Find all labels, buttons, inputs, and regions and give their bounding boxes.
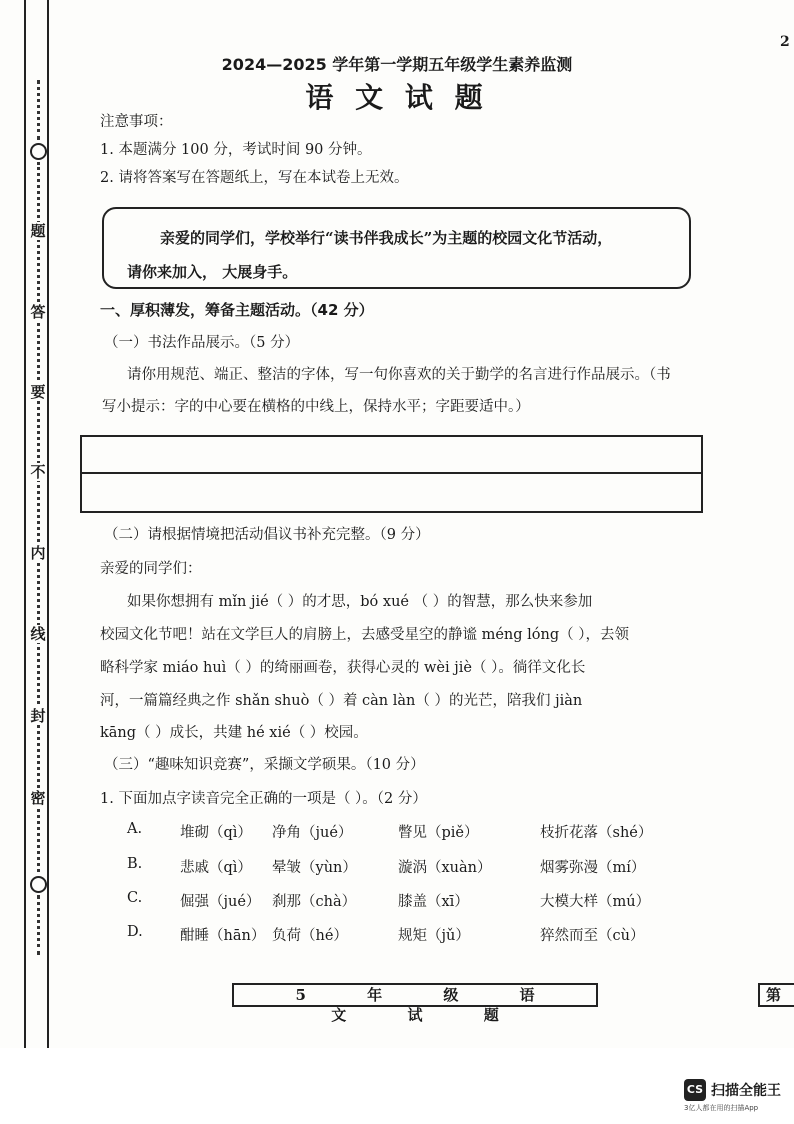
question-text: 1. 下面加点字读音完全正确的一项是（ ）。（2 分）: [100, 791, 427, 807]
page-footer: [232, 983, 598, 1024]
part-instruction: 写小提示：字的中心要在横格的中线上，保持水平；字距要适中。）: [102, 399, 530, 415]
letter-line: 校园文化节吧！站在文学巨人的肩膀上，去感受星空的静谧 méng lóng（ ），去领: [100, 627, 630, 643]
binding-char: 题: [30, 222, 46, 240]
page-number: 2: [780, 34, 790, 50]
option-letter: B.: [127, 856, 143, 872]
binding-char: 密: [30, 789, 46, 807]
option-item: 瞥见（piě）: [398, 825, 479, 841]
option-item: 枝折花落（shé）: [540, 825, 653, 841]
watermark-name: 扫描全能王: [711, 1083, 781, 1099]
notes-heading: 注意事项：: [100, 114, 173, 130]
binding-char: 要: [30, 383, 46, 401]
letter-line: 河，一篇篇经典之作 shǎn shuò（ ）着 càn làn（ ）的光芒，陪我们 jiàn: [100, 693, 583, 709]
option-item: 猝然而至（cù）: [540, 928, 645, 944]
binding-line-inner: [47, 0, 49, 1048]
option-item: 堆砌（qì）: [180, 825, 252, 841]
binding-hole-top: [30, 143, 47, 160]
option-item: 膝盖（xī）: [398, 894, 469, 910]
option-item: 大模大样（mú）: [540, 894, 651, 910]
binding-hole-bottom: [30, 876, 47, 893]
letter-line: 略科学家 miáo huì（ ）的绮丽画卷，获得心灵的 wèi jiè（ ）。徜徉文化长: [100, 660, 586, 676]
part-heading: （二）请根据情境把活动倡议书补充完整。（9 分）: [104, 527, 430, 543]
footer-label: 5 年 级 语 文 试 题: [295, 986, 563, 1024]
binding-char: 答: [30, 303, 46, 321]
footer-fragment-text: 第: [766, 986, 782, 1004]
camscanner-logo-icon: CS: [684, 1079, 706, 1101]
part-heading: （三）“趣味知识竞赛”，采撷文学硕果。（10 分）: [104, 757, 425, 773]
binding-char: 线: [30, 625, 46, 643]
option-item: 刹那（chà）: [272, 894, 357, 910]
option-letter: C.: [127, 890, 143, 906]
intro-text: 亲爱的同学们，学校举行“读书伴我成长”为主题的校园文化节活动，: [160, 229, 613, 247]
option-item: 净角（jué）: [272, 825, 353, 841]
option-item: 规矩（jǔ）: [398, 928, 470, 944]
option-item: 负荷（hé）: [272, 928, 348, 944]
binding-char: 不: [30, 463, 46, 481]
part-heading: （一）书法作品展示。（5 分）: [104, 335, 300, 351]
writing-box-divider: [82, 472, 701, 474]
notes-item: 2. 请将答案写在答题纸上，写在本试卷上无效。: [100, 170, 409, 186]
option-item: 酣睡（hān）: [180, 928, 266, 944]
option-item: 漩涡（xuàn）: [398, 860, 492, 876]
intro-text: 请你来加入， 大展身手。: [127, 263, 298, 281]
part-instruction: 请你用规范、端正、整洁的字体，写一句你喜欢的关于勤学的名言进行作品展示。（书: [127, 367, 671, 383]
binding-char: 封: [30, 707, 46, 725]
letter-salutation: 亲爱的同学们：: [100, 561, 202, 577]
binding-char: 内: [30, 544, 46, 562]
binding-dotted-line: [37, 895, 40, 955]
binding-dotted-line: [37, 162, 40, 872]
option-item: 烟雾弥漫（mí）: [540, 860, 646, 876]
letter-line: kāng（ ）成长，共建 hé xié（ ）校园。: [100, 725, 368, 741]
exam-header: 2024—2025 学年第一学期五年级学生素养监测: [221, 55, 573, 74]
calligraphy-writing-box: [80, 435, 703, 513]
option-item: 晕皱（yùn）: [272, 860, 357, 876]
option-item: 悲戚（qì）: [180, 860, 252, 876]
option-item: 倔强（jué）: [180, 894, 261, 910]
option-letter: D.: [127, 924, 143, 940]
page-footer-fragment: [758, 983, 794, 1007]
binding-line-outer: [24, 0, 26, 1048]
notes-item: 1. 本题满分 100 分，考试时间 90 分钟。: [100, 142, 372, 158]
letter-line: 如果你想拥有 mǐn jié（ ）的才思，bó xué （ ）的智慧，那么快来参加: [127, 594, 593, 610]
option-letter: A.: [127, 821, 143, 837]
watermark-tagline: 3亿人都在用的扫描App: [684, 1104, 759, 1112]
page-title: 语 文 试 题: [305, 81, 489, 114]
section-heading: 一、厚积薄发，筹备主题活动。（42 分）: [100, 301, 374, 319]
